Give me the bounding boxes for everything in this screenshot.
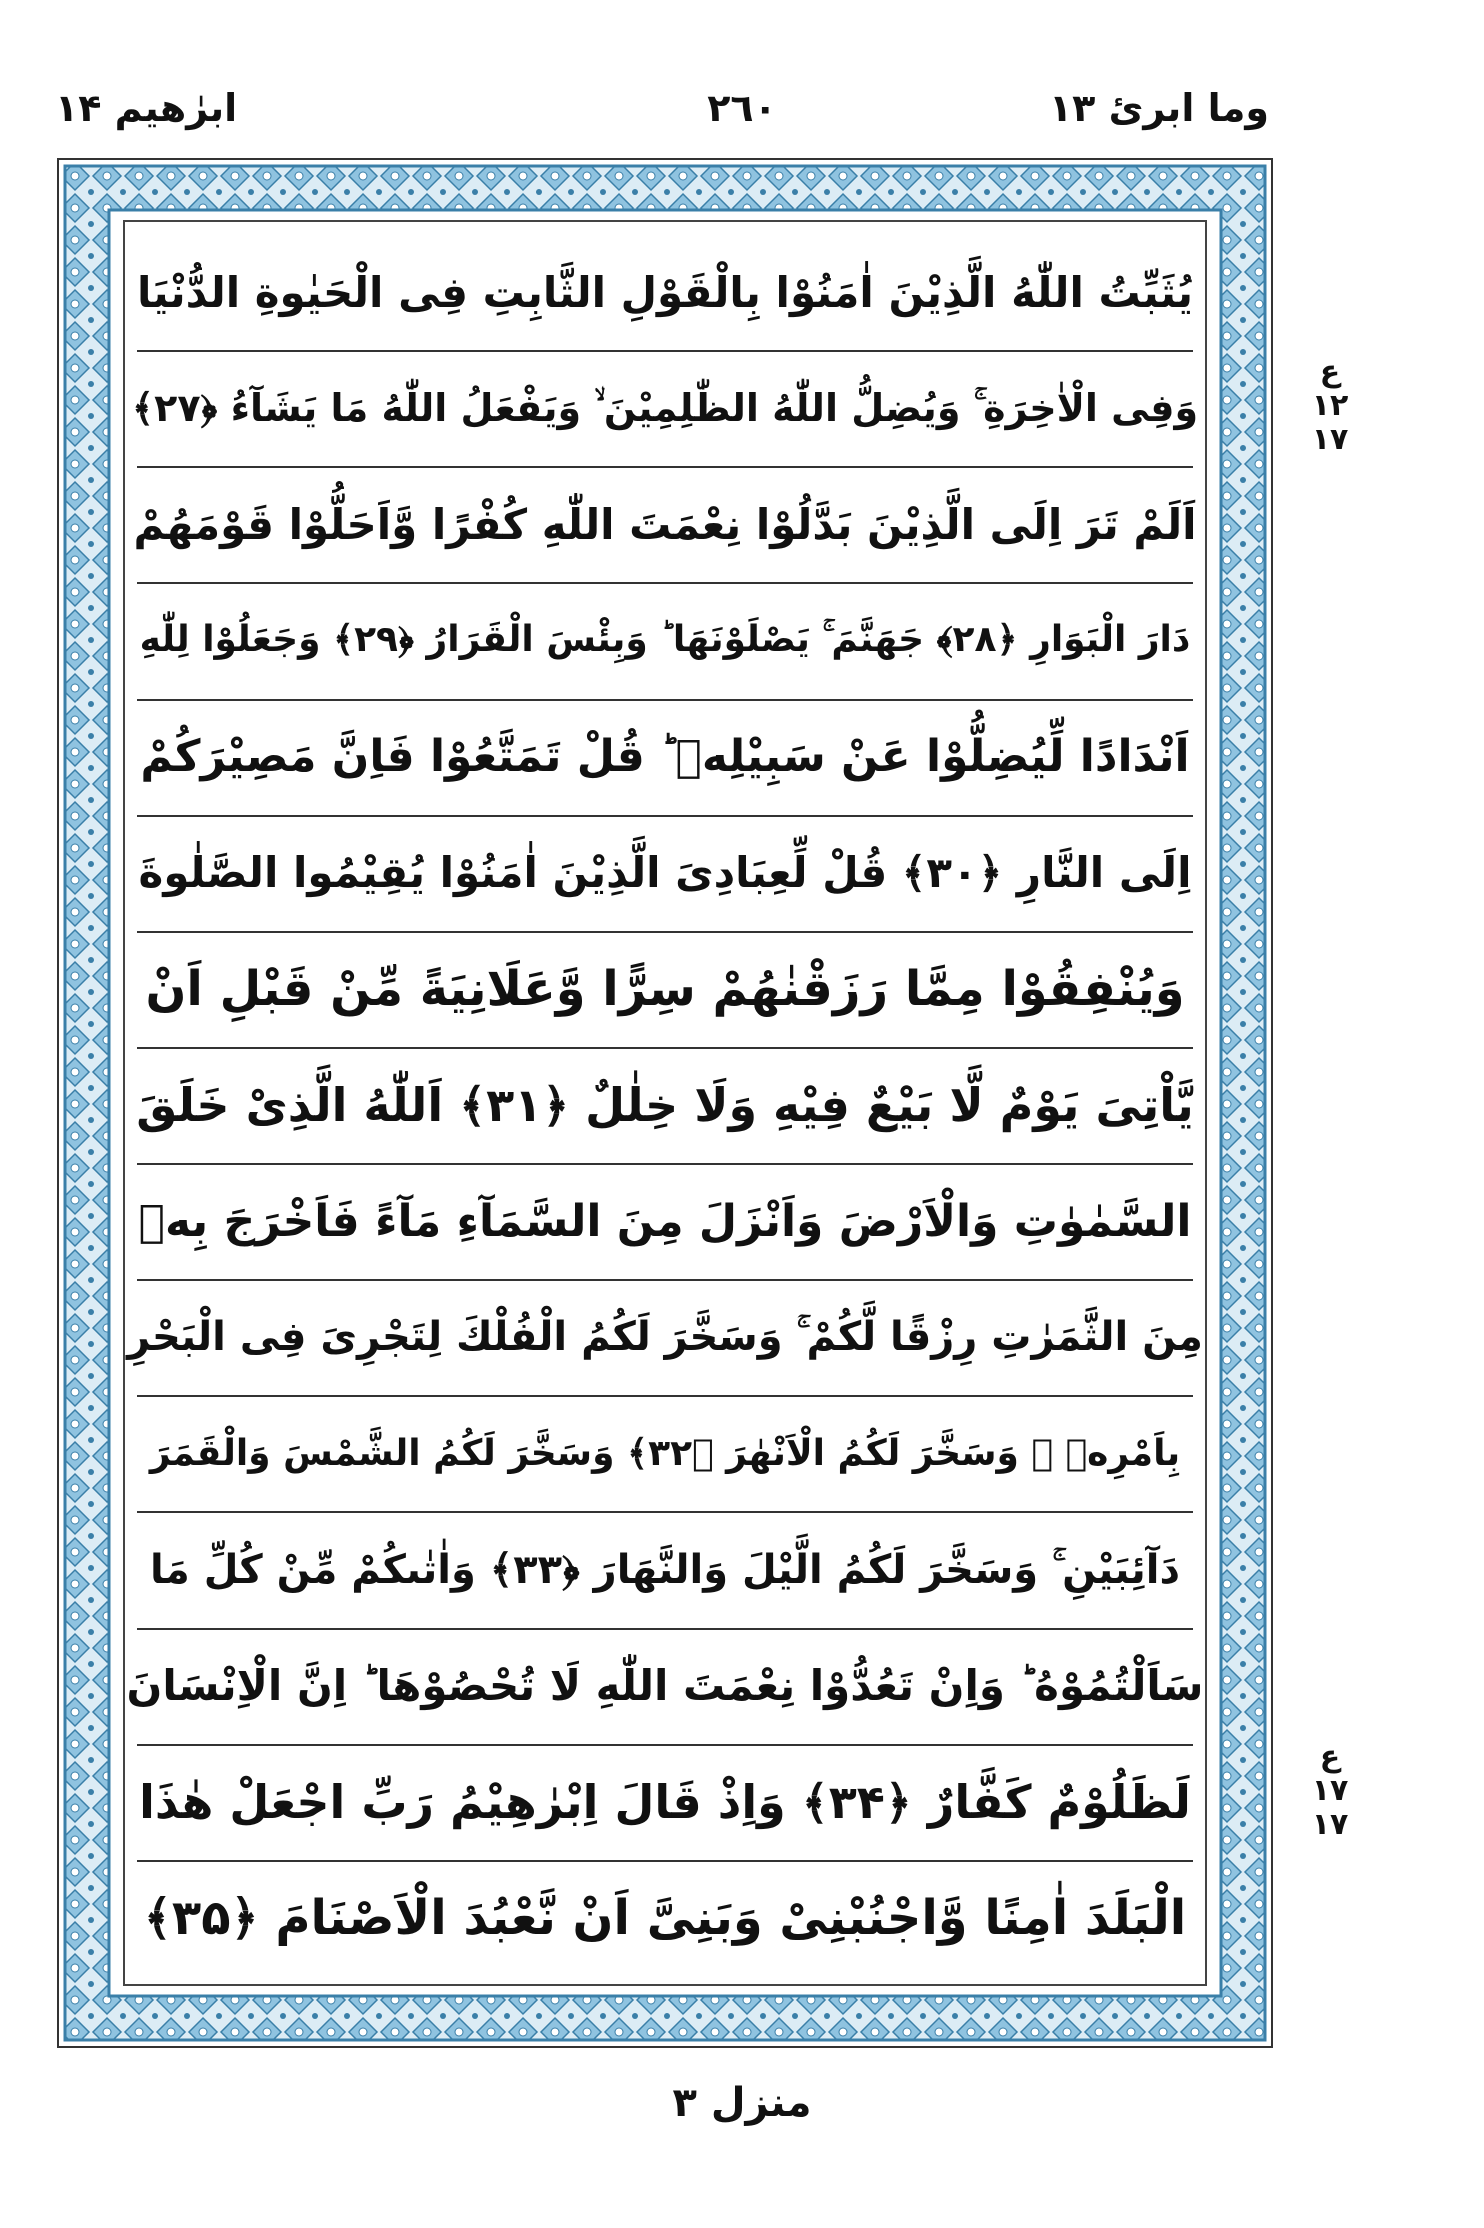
manzil-footer: منزل ۳ — [672, 2080, 812, 2126]
ruku-marker-1 — [1300, 355, 1360, 457]
verse-line: اَلَمْ تَرَ اِلَى الَّذِيْنَ بَدَّلُوْا نِعْمَتَ اللّٰهِ كُفْرًا وَّاَحَلُّوْا قَوْمَهُمْ — [133, 499, 1197, 549]
ruku-marker-count: ۱۷ — [1311, 422, 1349, 457]
verse-line: السَّمٰوٰتِ وَالْاَرْضَ وَاَنْزَلَ مِنَ السَّمَآءِ مَآءً فَاَخْرَجَ بِهٖ — [138, 1195, 1192, 1247]
verse-line: الْبَلَدَ اٰمِنًا وَّاجْنُبْنِىْ وَبَنِىَّ اَنْ نَّعْبُدَ الْاَصْنَامَ ﴿۳۵﴾ — [143, 1889, 1187, 1946]
page-frame — [57, 158, 1273, 2048]
verse-line: يُثَبِّتُ اللّٰهُ الَّذِيْنَ اٰمَنُوْا بِالْقَوْلِ الثَّابِتِ فِى الْحَيٰوةِ الدُّنْيَا — [137, 267, 1193, 317]
page-number: ۲٦۰ — [707, 86, 777, 130]
ruku-marker-count: ۱۷ — [1311, 1807, 1349, 1842]
ruku-marker-letter: ع — [1319, 354, 1341, 389]
verse-line: يَّاْتِىَ يَوْمٌ لَّا بَيْعٌ فِيْهِ وَلَا خِلٰلٌ ﴿۳۱﴾ اَللّٰهُ الَّذِىْ خَلَقَ — [136, 1077, 1194, 1132]
text-panel — [123, 220, 1207, 1986]
verse-line: مِنَ الثَّمَرٰتِ رِزْقًا لَّكُمْ ۚ وَسَخَّرَ لَكُمُ الْفُلْكَ لِتَجْرِىَ فِى الْبَحْرِ — [127, 1314, 1203, 1361]
header-surah-name: ابرٰھیم ۱۴ — [55, 86, 238, 130]
verse-line: بِاَمْرِهٖ ۚ وَسَخَّرَ لَكُمُ الْاَنْهٰرَ ﴿۳۲﴾ وَسَخَّرَ لَكُمُ الشَّمْسَ وَالْقَمَرَ — [149, 1432, 1181, 1474]
ruku-marker-number: ۱۷ — [1311, 1773, 1349, 1808]
ruku-marker-number: ۱۲ — [1311, 388, 1349, 423]
verse-line: اَنْدَادًا لِّيُضِلُّوْا عَنْ سَبِيْلِهٖ ؕ قُلْ تَمَتَّعُوْا فَاِنَّ مَصِيْرَكُمْ — [140, 731, 1190, 783]
verse-line: دَارَ الْبَوَارِ ﴿۲۸﴾ جَهَنَّمَ ۚ يَصْلَوْنَهَا ؕ وَبِئْسَ الْقَرَارُ ﴿۲۹﴾ وَجَعَلُوْا لِلّٰهِ — [139, 619, 1191, 661]
verse-line: وَفِى الْاٰخِرَةِ ۚ وَيُضِلُّ اللّٰهُ الظّٰلِمِيْنَ ۙ وَيَفْعَلُ اللّٰهُ مَا يَشَآءُ ﴿۲۷﴾ — [131, 385, 1199, 430]
verse-line: وَيُنْفِقُوْا مِمَّا رَزَقْنٰهُمْ سِرًّا وَّعَلَانِيَةً مِّنْ قَبْلِ اَنْ — [145, 960, 1185, 1017]
verse-line: اِلَى النَّارِ ﴿۳۰﴾ قُلْ لِّعِبَادِىَ الَّذِيْنَ اٰمَنُوْا يُقِيْمُوا الصَّلٰوةَ — [138, 848, 1192, 898]
verse-line: لَظَلُوْمٌ كَفَّارٌ ﴿۳۴﴾ وَاِذْ قَالَ اِبْرٰهِيْمُ رَبِّ اجْعَلْ هٰذَا — [139, 1774, 1191, 1829]
verse-line: سَاَلْتُمُوْهُ ؕ وَاِنْ تَعُدُّوْا نِعْمَتَ اللّٰهِ لَا تُحْصُوْهَا ؕ اِنَّ الْاِنْسَانَ — [126, 1661, 1204, 1711]
header-surah-part: وما ابرئ ۱۳ — [1048, 86, 1269, 130]
ruku-marker-2 — [1300, 1740, 1360, 1842]
ruku-marker-letter: ع — [1319, 1739, 1341, 1774]
verse-line: دَآئِبَيْنِ ۚ وَسَخَّرَ لَكُمُ الَّيْلَ وَالنَّهَارَ ﴿۳۳﴾ وَاٰتٰىكُمْ مِّنْ كُلِّ مَا — [150, 1546, 1180, 1593]
